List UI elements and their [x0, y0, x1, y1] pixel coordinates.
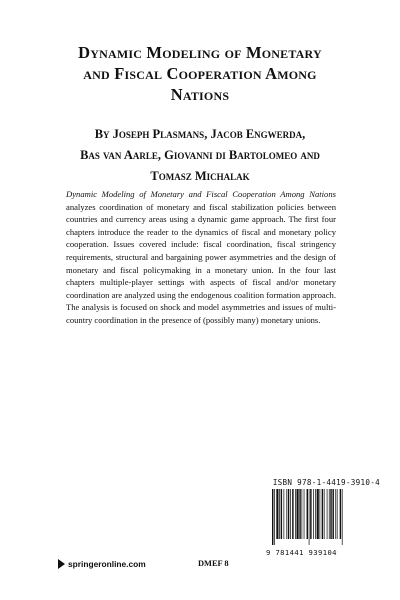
- book-abstract: [66, 188, 336, 327]
- barcode-number: 9 781441 939104: [266, 548, 337, 557]
- barcode-bar: [272, 489, 273, 545]
- series-code: DMEF 8: [198, 559, 229, 568]
- barcode-bar: [276, 489, 278, 539]
- barcode-bar: [332, 489, 333, 539]
- barcode-bar: [286, 489, 287, 539]
- barcode-bar: [322, 489, 323, 539]
- barcode-bar: [309, 489, 310, 545]
- barcode-bar: [288, 489, 289, 539]
- barcode-bar: [292, 489, 293, 539]
- barcode-bar: [342, 489, 343, 545]
- barcode-bar: [327, 489, 328, 539]
- title-line-3: Nations: [170, 85, 230, 104]
- title-line-2: and Fiscal Cooperation Among: [83, 64, 317, 83]
- publisher-url: springeronline.com: [68, 559, 146, 569]
- barcode-bar: [330, 489, 331, 539]
- book-title: [40, 42, 360, 105]
- barcode-bar: [274, 489, 275, 545]
- barcode-bar: [284, 489, 285, 539]
- barcode-bar: [337, 489, 338, 539]
- barcode-bar: [335, 489, 336, 539]
- publisher-link[interactable]: [58, 559, 146, 569]
- barcode-bar: [299, 489, 300, 539]
- abstract-body: analyzes coordination of monetary and fiscal stabilization policies between countries and currency areas using a dynamic game approach. The first four chapters introduce the reader to the dynamics of fiscal and monetary policy cooperation. Issues covered include: fiscal coordination, fiscal stringency requirements, structural and bargaining power asymmetries and the design of monetary and fiscal policymaking in a monetary union. In the four last chapters multiple-player settings with aspects of fiscal and/or monetary coordination are analyzed using the endogenous coalition formation approach. The analysis is focused on shock and model asymmetries and issues of multi-country coordination in the presence of (possibly many) monetary unions.: [66, 201, 336, 325]
- authors-line-2: Bas van Aarle, Giovanni di Bartolomeo and: [80, 148, 320, 162]
- barcode-bar: [302, 489, 303, 539]
- barcode: [270, 489, 378, 545]
- authors-block: [40, 124, 360, 187]
- arrow-icon: [58, 559, 65, 569]
- abstract-italic-title: Dynamic Modeling of Monetary and Fiscal Cooperation Among Nations: [66, 189, 336, 199]
- barcode-bar: [290, 489, 291, 539]
- barcode-bar: [295, 489, 296, 539]
- barcode-bar: [313, 489, 314, 539]
- barcode-bar: [320, 489, 321, 539]
- title-line-1: Dynamic Modeling of Monetary: [78, 43, 322, 62]
- authors-line-1: By Joseph Plasmans, Jacob Engwerda,: [94, 127, 306, 141]
- barcode-bar: [304, 489, 305, 539]
- barcode-bar: [329, 489, 330, 539]
- barcode-bar: [324, 489, 325, 539]
- barcode-bar: [279, 489, 280, 539]
- barcode-bar: [340, 489, 341, 539]
- authors-line-3: Tomasz Michalak: [150, 169, 250, 183]
- barcode-bar: [315, 489, 316, 539]
- barcode-bar: [296, 489, 298, 539]
- barcode-bar: [317, 489, 319, 539]
- isbn-label: ISBN 978-1-4419-3910-4: [272, 478, 380, 487]
- barcode-bar: [281, 489, 282, 539]
- barcode-bar: [307, 489, 308, 539]
- barcode-bar: [310, 489, 311, 539]
